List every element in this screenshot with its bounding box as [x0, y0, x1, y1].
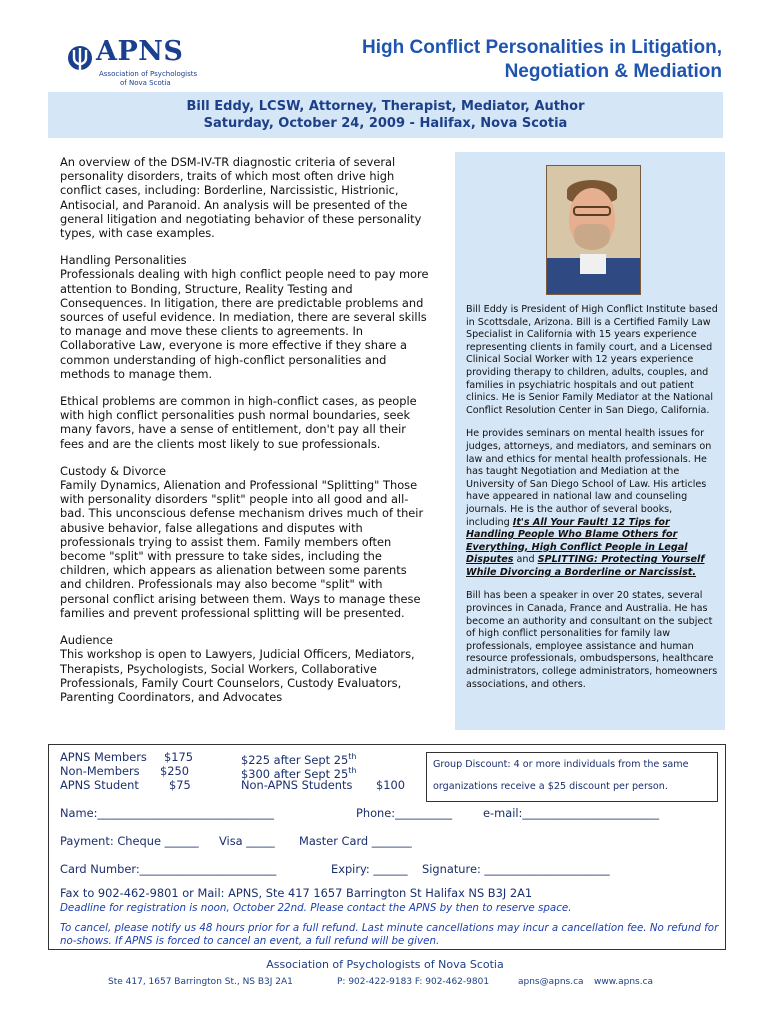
price-label-members: APNS Members — [60, 750, 147, 764]
payment-mastercard-field[interactable]: Master Card _______ — [299, 834, 412, 848]
speaker-photo — [546, 165, 641, 295]
intro-paragraph: An overview of the DSM-IV-TR diagnostic criteria of several personality disorders, traits of which most often drive high conflict cases, including: Borderline, Narcissistic, Histrionic, Antisocial, and Paranoid. An analysis will be presented of the general litigation and negotiating behavior of these personality types, with case examples. — [60, 155, 422, 241]
price-label-student: APNS Student — [60, 778, 139, 792]
handling-section — [60, 253, 430, 381]
bio-paragraph-2: He provides seminars on mental health issues for judges, attorneys, and mediators, and seminars on law and ethics for mental health professionals. He has taught Negotiation and Mediation at the University of San Diego School of Law. His articles have appeared in national law and counseling journals. He is the author of several books, including It's All Your Fault! 12 Tips for Handling People Who Blame Others for Everything, High Conflict People in Legal Disputes and SPLITTING: Protecting Yourself While Divorcing a Borderline or Narcissist. — [466, 428, 712, 578]
handling-heading: Handling Personalities — [60, 253, 187, 268]
logo-subtitle-1: Association of Psychologists — [99, 70, 198, 78]
footer-address: Ste 417, 1657 Barrington St., NS B3J 2A1 — [108, 977, 293, 987]
price-nonmembers: $250 — [160, 764, 189, 778]
signature-field[interactable]: Signature: ______________________ — [422, 862, 610, 876]
handling-body: Professionals dealing with high conflict people need to pay more attention to Bonding, Structure, Reality Testing and Consequences. In litigation, there are predictable problems and sources of useful evidence. In mediation, there are several skills to manage and move these clients to agreements. In Collaborative Law, everyone is more effective if they share a common understanding of high-conflict personalities and methods to manage them. — [60, 267, 429, 381]
late-price-members: $225 after Sept 25th — [241, 752, 357, 767]
payment-cheque-field[interactable]: Payment: Cheque ______ — [60, 834, 199, 848]
card-number-field[interactable]: Card Number:________________________ — [60, 862, 277, 876]
deadline-note: Deadline for registration is noon, October 22nd. Please contact the APNS by then to reserve space. — [60, 902, 572, 914]
name-field[interactable]: Name:_______________________________ — [60, 806, 274, 820]
logo-subtitle-2: of Nova Scotia — [120, 79, 171, 87]
bio-paragraph-3: Bill has been a speaker in over 20 states, several provinces in Canada, France and Australia. He has become an authority and consultant on the subject of high conflict personalities for family law professionals, employee assistance and human resource professionals, ombudspersons, healthcare administrators, college administrators, homeowners associations, and others. — [466, 590, 718, 690]
audience-body: This workshop is open to Lawyers, Judicial Officers, Mediators, Therapists, Psychologists, Social Workers, Collaborative Professionals, Family Court Counselors, Custody Evaluators, Parenting Coordinators, and Advocates — [60, 647, 415, 704]
footer-phone: P: 902-422-9183 F: 902-462-9801 — [337, 977, 490, 987]
cancellation-note: To cancel, please notify us 48 hours prior for a full refund. Last minute cancellations may incur a cancellation fee. No refund for no-shows. If APNS is forced to cancel an event, a full refund will be given. — [60, 922, 719, 947]
custody-heading: Custody & Divorce — [60, 463, 166, 478]
price-nonapns-students: $100 — [376, 778, 405, 792]
price-student: $75 — [169, 778, 191, 792]
payment-visa-field[interactable]: Visa _____ — [219, 834, 275, 848]
audience-heading: Audience — [60, 633, 113, 648]
workshop-description — [60, 155, 430, 717]
speaker-bio — [466, 304, 718, 702]
speaker-name: Bill Eddy — [466, 304, 508, 315]
fax-mail-instructions: Fax to 902-462-9801 or Mail: APNS, Ste 417 1657 Barrington St Halifax NS B3J 2A1 — [60, 886, 533, 900]
price-label-nonmembers: Non-Members — [60, 764, 140, 778]
speaker-line: Bill Eddy, LCSW, Attorney, Therapist, Mediator, Author — [186, 99, 585, 114]
title-line-1: High Conflict Personalities in Litigation, — [362, 37, 722, 58]
email-field[interactable]: e-mail:________________________ — [483, 806, 660, 820]
group-discount-line-1: Group Discount: 4 or more individuals from the same — [433, 759, 689, 770]
price-members: $175 — [164, 750, 193, 764]
speaker-banner — [48, 92, 723, 138]
book-title-1: It's All Your Fault! 12 Tips for Handling People Who Blame Others for Everything, High Conflict People in Legal Disputes — [466, 516, 688, 566]
late-price-nonmembers: $300 after Sept 25th — [241, 766, 357, 781]
expiry-field[interactable]: Expiry: ______ — [331, 862, 408, 876]
ethical-paragraph: Ethical problems are common in high-conflict cases, as people with high conflict personalities push normal boundaries, seek many favors, have a sense of entitlement, don't pay all their fees and are the clients most likely to sue professionals. — [60, 394, 417, 451]
custody-section — [60, 464, 430, 620]
group-discount-box — [426, 752, 718, 802]
label-nonapns-students: Non-APNS Students — [241, 778, 353, 792]
page-title — [362, 36, 722, 84]
footer-website[interactable]: www.apns.ca — [594, 977, 654, 987]
group-discount-line-2: organizations receive a $25 discount per person. — [433, 781, 668, 792]
phone-field[interactable]: Phone:__________ — [356, 806, 453, 820]
custody-body: Family Dynamics, Alienation and Professional "Splitting" Those with personality disorders "split" people into all good and all-bad. This unconscious defense mechanism drives much of their abusive behavior, false allegations and disputes with professionals trying to assist them. Family members often become "split" with pressure to take sides, including the children, which appears as alienation between some parents and children. Professionals may also become "split" with personal conflict arising between them. Ways to manage these families and prevent professional splitting will be presented. — [60, 478, 424, 620]
footer-org-name: Association of Psychologists of Nova Scotia — [266, 958, 504, 971]
book-title-2: SPLITTING: Protecting Yourself While Divorcing a Borderline or Narcissist. — [466, 554, 705, 578]
apns-logo — [66, 36, 196, 92]
audience-section — [60, 633, 430, 704]
bio-paragraph-1: Bill Eddy is President of High Conflict Institute based in Scottsdale, Arizona. Bill is a Certified Family Law Specialist in California with 15 years experience representing clients in family court, and a Licensed Clinical Social Worker with 12 years experience providing therapy to children, adults, couples, and families in psychiatric hospitals and out patient clinics. He is Senior Family Mediator at the National Conflict Resolution Center in San Diego, California. — [466, 304, 718, 416]
footer-email[interactable]: apns@apns.ca — [518, 977, 584, 987]
date-location-line: Saturday, October 24, 2009 - Halifax, Nova Scotia — [203, 116, 568, 131]
title-line-2: Negotiation & Mediation — [504, 61, 722, 82]
logo-wordmark: APNS — [96, 36, 184, 67]
